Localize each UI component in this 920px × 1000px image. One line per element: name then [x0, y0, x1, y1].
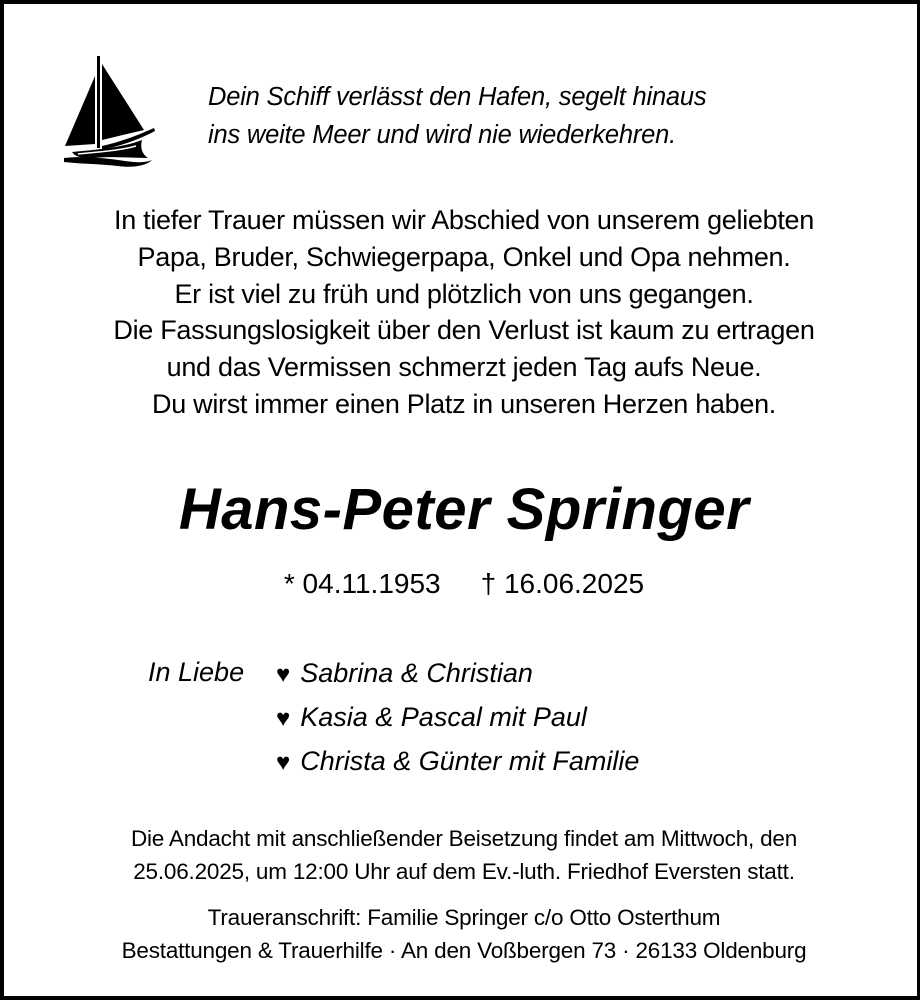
heart-icon: ♥ — [276, 705, 291, 732]
condolence-line: Papa, Bruder, Schwiegerpapa, Onkel und Opa nehmen. — [137, 241, 791, 272]
condolence-line: Du wirst immer einen Platz in unseren Herzen haben. — [152, 388, 776, 419]
poem — [208, 78, 706, 154]
deceased-name: Hans-Peter Springer — [178, 477, 750, 542]
service-line: 25.06.2025, um 12:00 Uhr auf dem Ev.-luth. Friedhof Eversten statt. — [133, 859, 795, 884]
condolence-line: und das Vermissen schmerzt jeden Tag aufs Neue. — [166, 352, 762, 383]
mourner-entry — [276, 652, 639, 696]
condolence-line: In tiefer Trauer müssen wir Abschied von unserem geliebten — [114, 205, 814, 235]
service-line: Die Andacht mit anschließender Beisetzung findet am Mittwoch, den — [130, 826, 798, 851]
heart-icon: ♥ — [276, 749, 291, 776]
mourner-name: Sabrina & Christian — [300, 658, 533, 688]
mourners-list — [276, 652, 639, 784]
poem-line: Dein Schiff verlässt den Hafen, segelt hinaus — [208, 83, 707, 111]
mourner-name: Christa & Günter mit Familie — [300, 746, 640, 776]
death-date: † 16.06.2025 — [480, 568, 645, 599]
birth-date: * 04.11.1953 — [283, 568, 441, 599]
sailboat-icon — [62, 54, 158, 168]
service-info — [4, 822, 920, 888]
life-dates — [4, 564, 920, 604]
heart-icon: ♥ — [276, 661, 291, 688]
mourner-entry — [276, 740, 639, 784]
in-love-label: In Liebe — [148, 657, 245, 687]
mourner-name: Kasia & Pascal mit Paul — [300, 702, 587, 732]
address-line: Bestattungen & Trauerhilfe · An den Voßbergen 73 · 26133 Oldenburg — [121, 938, 807, 963]
mourning-address — [4, 901, 920, 967]
condolence-line: Er ist viel zu früh und plötzlich von uns gegangen. — [174, 278, 754, 309]
condolence-line: Die Fassungslosigkeit über den Verlust ist kaum zu ertragen — [113, 315, 815, 346]
address-line: Traueranschrift: Familie Springer c/o Otto Osterthum — [207, 905, 721, 930]
poem-line: ins weite Meer und wird nie wiederkehren. — [208, 121, 677, 149]
condolence-text — [4, 202, 920, 423]
mourner-entry — [276, 696, 639, 740]
